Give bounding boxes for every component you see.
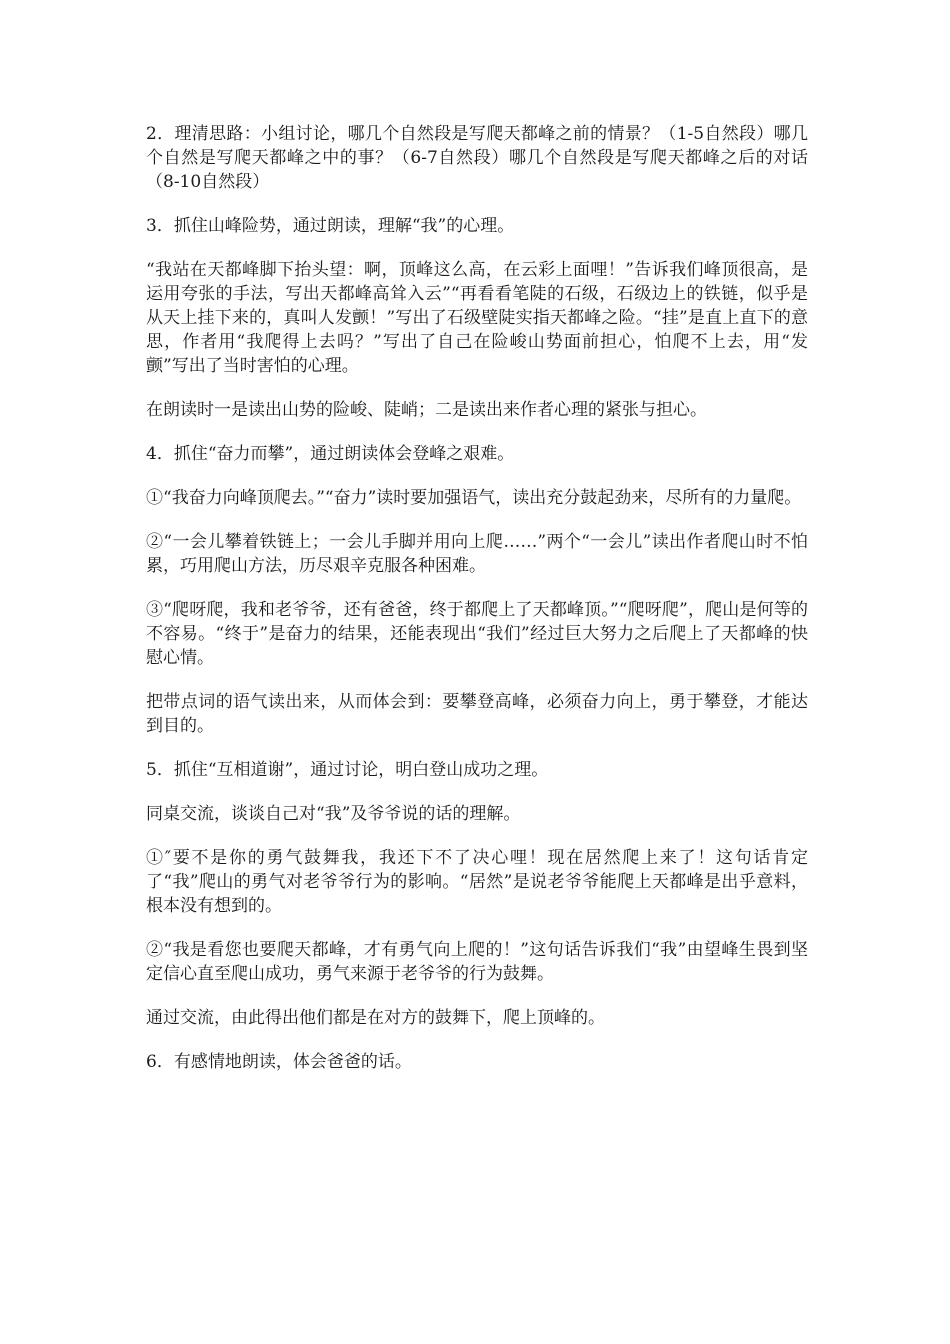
paragraph-step-5-summary: 通过交流，由此得出他们都是在对方的鼓舞下，爬上顶峰的。	[146, 1008, 605, 1028]
paragraph-step-3-heading: 3．抓住山峰险势，通过朗读，理解“我”的心理。	[146, 216, 515, 236]
paragraph-step-3-reading-tip: 在朗读时一是读出山势的险峻、陡峭；二是读出来作者心理的紧张与担心。	[146, 400, 707, 420]
paragraph-step-4-summary: 把带点词的语气读出来，从而体会到：要攀登高峰，必须奋力向上，勇于攀登，才能达到目的。	[146, 692, 808, 736]
paragraph-step-5-point-2: ②“我是看您也要爬天都峰，才有勇气向上爬的！”这句话告诉我们“我”由望峰生畏到坚定信心直至爬山成功，勇气来源于老爷爷的行为鼓舞。	[146, 940, 808, 984]
paragraph-step-5-discussion: 同桌交流，谈谈自己对“我”及爷爷说的话的理解。	[146, 804, 521, 824]
paragraph-step-4-point-1: ①“我奋力向峰顶爬去。”“奋力”读时要加强语气，读出充分鼓起劲来，尽所有的力量爬。	[146, 488, 802, 508]
paragraph-step-4-point-2: ②“一会儿攀着铁链上；一会儿手脚并用向上爬……”两个“一会儿”读出作者爬山时不怕累，巧用爬山方法，历尽艰辛克服各种困难。	[146, 532, 808, 576]
paragraph-step-5-heading: 5．抓住“互相道谢”，通过讨论，明白登山成功之理。	[146, 760, 549, 780]
paragraph-step-5-point-1: ①″要不是你的勇气鼓舞我，我还下不了决心哩！现在居然爬上来了！这句话肯定了“我”爬山的勇气对老爷爷行为的影响。“居然”是说老爷爷能爬上天都峰是出乎意料，根本没有想到的。	[146, 848, 808, 916]
paragraph-step-4-point-3: ③“爬呀爬，我和老爷爷，还有爸爸，终于都爬上了天都峰顶。”“爬呀爬”，爬山是何等的不容易。“终于”是奋力的结果，还能表现出“我们”经过巨大努力之后爬上了天都峰的快慰心情。	[146, 600, 808, 668]
paragraph-step-2-structure: 2．理清思路：小组讨论，哪几个自然段是写爬天都峰之前的情景？（1-5自然段）哪几个自然是写爬天都峰之中的事？（6-7自然段）哪几个自然段是写爬天都峰之后的对话（8-10自然段）	[146, 124, 808, 192]
paragraph-step-3-analysis: “我站在天都峰脚下抬头望：啊，顶峰这么高，在云彩上面哩！”告诉我们峰顶很高，是运用夸张的手法，写出天都峰高耸入云”“再看看笔陡的石级，石级边上的铁链，似乎是从天上挂下来的，真叫人发颤！”写出了石级壁陡实指天都峰之险。“挂”是直上直下的意思，作者用“我爬得上去吗？”写出了自己在险峻山势面前担心，怕爬不上去，用“发颤”写出了当时害怕的心理。	[146, 260, 808, 376]
paragraph-step-4-heading: 4．抓住“奋力而攀”，通过朗读体会登峰之艰难。	[146, 444, 515, 464]
document-page	[146, 122, 808, 1094]
paragraph-step-6-heading: 6．有感情地朗读，体会爸爸的话。	[146, 1052, 412, 1072]
